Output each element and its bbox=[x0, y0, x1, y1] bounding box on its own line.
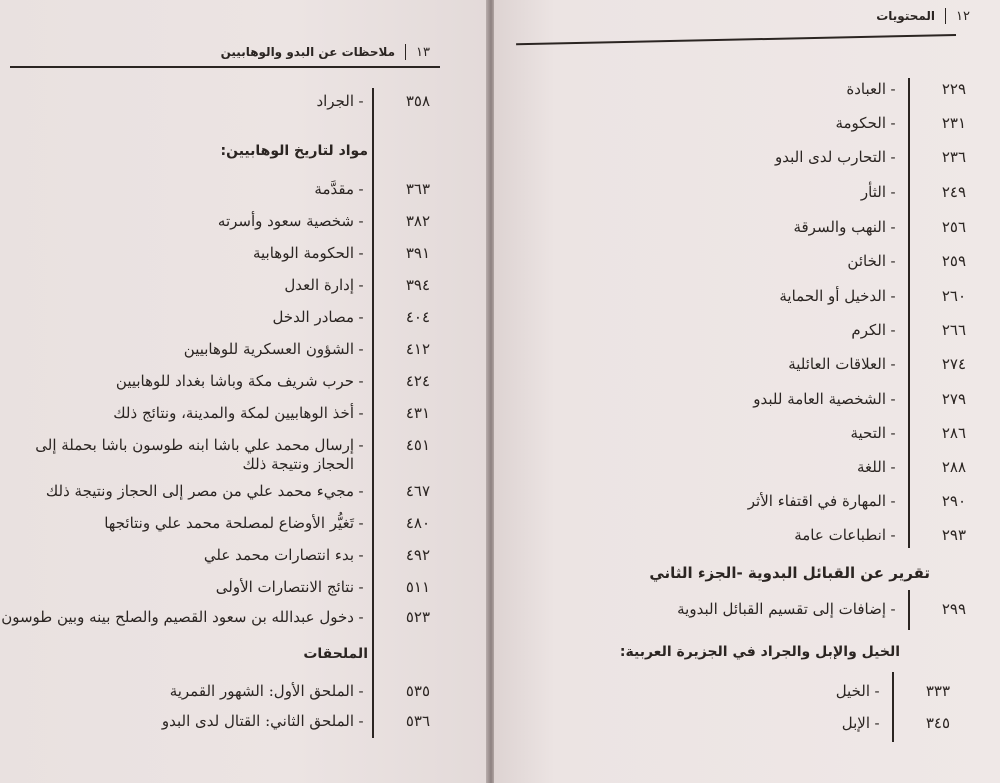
toc-title: الدخيل أو الحماية bbox=[779, 287, 886, 305]
section-heading: الخيل والإبل والجراد في الجزيرة العربية: bbox=[619, 644, 900, 660]
toc-dash: - bbox=[358, 308, 364, 326]
toc-dash: - bbox=[890, 492, 896, 510]
toc-page-number: ٢٩٣ bbox=[941, 526, 966, 544]
toc-page-number: ٥١١ bbox=[405, 578, 430, 596]
part-two-heading: تقرير عن القبائل البدوية -الجزء الثاني bbox=[649, 564, 930, 582]
toc-title: الخيل bbox=[835, 682, 870, 700]
toc-entry bbox=[526, 114, 966, 133]
toc-entry bbox=[0, 212, 430, 231]
toc-entry bbox=[526, 321, 966, 340]
toc-dash: - bbox=[890, 321, 896, 339]
toc-title: العبادة bbox=[846, 80, 886, 98]
right-page-header bbox=[876, 8, 970, 24]
toc-entry bbox=[0, 482, 430, 501]
toc-title: إرسال محمد علي باشا ابنه طوسون باشا بحملة إلى الحجاز ونتيجة ذلك bbox=[35, 436, 354, 473]
toc-dash: - bbox=[890, 80, 896, 98]
toc-dash: - bbox=[890, 390, 896, 408]
toc-page-number: ٥٣٦ bbox=[405, 712, 430, 730]
toc-dash: - bbox=[358, 682, 364, 700]
toc-title: الإبل bbox=[841, 714, 870, 732]
toc-page-number: ٢٧٤ bbox=[941, 355, 966, 373]
toc-title: التحية bbox=[850, 424, 886, 442]
toc-dash: - bbox=[874, 682, 880, 700]
toc-title: مجيء محمد علي من مصر إلى الحجاز ونتيجة ذلك bbox=[45, 482, 354, 500]
toc-title: الكرم bbox=[851, 321, 886, 339]
toc-dash: - bbox=[358, 404, 364, 422]
toc-entry bbox=[14, 92, 430, 111]
toc-title: العلاقات العائلية bbox=[788, 355, 886, 373]
toc-title: شخصية سعود وأسرته bbox=[217, 212, 354, 230]
left-header-title: ملاحظات عن البدو والوهابيين bbox=[220, 45, 396, 59]
right-page-number: ١٢ bbox=[956, 8, 970, 24]
toc-entry bbox=[0, 372, 430, 391]
toc-page-number: ٤٠٤ bbox=[405, 308, 430, 326]
toc-title: إدارة العدل bbox=[284, 276, 354, 294]
toc-page-number: ٥٢٣ bbox=[405, 608, 430, 626]
toc-dash: - bbox=[358, 608, 364, 626]
toc-page-number: ٢٦٦ bbox=[941, 321, 966, 339]
toc-entry bbox=[526, 183, 966, 202]
header-rule bbox=[10, 66, 440, 68]
toc-page-number: ٤٩٢ bbox=[405, 546, 430, 564]
toc-page-number: ٢٨٨ bbox=[941, 458, 966, 476]
toc-entry bbox=[14, 712, 430, 731]
toc-entry bbox=[530, 714, 950, 733]
toc-dash: - bbox=[358, 276, 364, 294]
toc-entry bbox=[526, 252, 966, 271]
toc-dash: - bbox=[358, 514, 364, 532]
toc-dash: - bbox=[890, 424, 896, 442]
left-page-number: ١٣ bbox=[416, 44, 430, 60]
toc-dash: - bbox=[890, 218, 896, 236]
toc-page-number: ٣٩١ bbox=[405, 244, 430, 262]
toc-title: الخائن bbox=[847, 252, 886, 270]
toc-title: مقدَّمة bbox=[314, 180, 354, 198]
toc-page-number: ٢٤٩ bbox=[941, 183, 966, 201]
toc-entry bbox=[530, 682, 950, 701]
toc-dash: - bbox=[358, 546, 364, 564]
toc-entry bbox=[526, 148, 966, 167]
toc-page-number: ٤٣١ bbox=[405, 404, 430, 422]
toc-title: الحكومة bbox=[835, 114, 886, 132]
toc-page-number: ٢٢٩ bbox=[941, 80, 966, 98]
toc-page-number: ٤٥١ bbox=[405, 436, 430, 454]
toc-page-number: ٢٥٦ bbox=[941, 218, 966, 236]
toc-page-number: ٢٣١ bbox=[941, 114, 966, 132]
toc-dash: - bbox=[358, 212, 364, 230]
toc-dash: - bbox=[890, 526, 896, 544]
toc-entry bbox=[0, 608, 430, 627]
toc-title: الشؤون العسكرية للوهابيين bbox=[183, 340, 354, 358]
toc-page-number: ٢٨٦ bbox=[941, 424, 966, 442]
left-page-header bbox=[221, 44, 430, 60]
toc-page-number: ٢٥٩ bbox=[941, 252, 966, 270]
toc-dash: - bbox=[358, 92, 364, 110]
toc-title: أخذ الوهابيين لمكة والمدينة، ونتائج ذلك bbox=[113, 404, 354, 422]
toc-dash: - bbox=[874, 714, 880, 732]
toc-entry bbox=[0, 276, 430, 295]
toc-title: الملحق الثاني: القتال لدى البدو bbox=[161, 712, 354, 730]
section-heading: مواد لتاريخ الوهابيين: bbox=[220, 143, 368, 159]
header-rule bbox=[516, 34, 956, 45]
toc-page-number: ٣٣٣ bbox=[925, 682, 950, 700]
toc-dash: - bbox=[358, 340, 364, 358]
toc-entry bbox=[526, 600, 966, 619]
toc-title: دخول عبدالله بن سعود القصيم والصلح بينه وبين طوسون bbox=[1, 608, 354, 626]
toc-title: الشخصية العامة للبدو bbox=[753, 390, 886, 408]
toc-entry bbox=[0, 436, 430, 474]
toc-page-number: ٥٣٥ bbox=[405, 682, 430, 700]
toc-dash: - bbox=[890, 287, 896, 305]
toc-entry bbox=[526, 80, 966, 99]
toc-dash: - bbox=[358, 372, 364, 390]
toc-page-number: ٤٢٤ bbox=[405, 372, 430, 390]
toc-entry bbox=[526, 218, 966, 237]
toc-entry bbox=[526, 492, 966, 511]
toc-dash: - bbox=[358, 180, 364, 198]
toc-dash: - bbox=[890, 183, 896, 201]
toc-entry bbox=[0, 546, 430, 565]
toc-title: حرب شريف مكة وباشا بغداد للوهابيين bbox=[115, 372, 354, 390]
toc-title: بدء انتصارات محمد علي bbox=[203, 546, 354, 564]
right-page bbox=[494, 0, 1000, 783]
right-header-title: المحتويات bbox=[876, 9, 936, 23]
header-separator bbox=[405, 44, 406, 60]
toc-entry bbox=[0, 514, 430, 533]
toc-page-number: ٢٦٠ bbox=[941, 287, 966, 305]
toc-dash: - bbox=[890, 114, 896, 132]
left-page bbox=[0, 0, 488, 783]
toc-title: الملحق الأول: الشهور القمرية bbox=[169, 682, 354, 700]
toc-dash: - bbox=[358, 578, 364, 596]
toc-entry bbox=[526, 287, 966, 306]
toc-title: المهارة في اقتفاء الأثر bbox=[747, 492, 886, 510]
toc-title: نتائج الانتصارات الأولى bbox=[215, 578, 354, 596]
toc-dash: - bbox=[890, 148, 896, 166]
toc-entry bbox=[526, 390, 966, 409]
toc-entry bbox=[0, 308, 430, 327]
toc-entry bbox=[0, 180, 430, 199]
section-heading: الملحقات bbox=[303, 646, 368, 662]
toc-entry bbox=[526, 458, 966, 477]
toc-page-number: ٢٧٩ bbox=[941, 390, 966, 408]
toc-page-number: ٣٩٤ bbox=[405, 276, 430, 294]
toc-title: تَغيُّر الأوضاع لمصلحة محمد علي ونتائجها bbox=[104, 514, 354, 532]
toc-page-number: ٣٥٨ bbox=[405, 92, 430, 110]
toc-page-number: ٤٨٠ bbox=[405, 514, 430, 532]
toc-dash: - bbox=[890, 600, 896, 618]
toc-title: النهب والسرقة bbox=[793, 218, 886, 236]
toc-title: انطباعات عامة bbox=[794, 526, 886, 544]
toc-title: مصادر الدخل bbox=[272, 308, 354, 326]
toc-page-number: ٢٩٠ bbox=[941, 492, 966, 510]
toc-dash: - bbox=[890, 355, 896, 373]
toc-dash: - bbox=[890, 252, 896, 270]
toc-title: الحكومة الوهابية bbox=[252, 244, 354, 262]
toc-title: الجراد bbox=[316, 92, 354, 110]
toc-page-number: ٢٣٦ bbox=[941, 148, 966, 166]
toc-entry bbox=[526, 526, 966, 545]
toc-title: التحارب لدى البدو bbox=[775, 148, 886, 166]
toc-entry bbox=[0, 404, 430, 423]
toc-entry bbox=[0, 244, 430, 263]
toc-dash: - bbox=[890, 458, 896, 476]
toc-page-number: ٢٩٩ bbox=[941, 600, 966, 618]
header-separator bbox=[945, 8, 946, 24]
toc-entry bbox=[0, 578, 430, 597]
toc-title: اللغة bbox=[857, 458, 886, 476]
toc-page-number: ٣٦٣ bbox=[405, 180, 430, 198]
toc-title: إضافات إلى تقسيم القبائل البدوية bbox=[677, 600, 886, 618]
toc-entry bbox=[526, 424, 966, 443]
toc-page-number: ٣٤٥ bbox=[925, 714, 950, 732]
toc-page-number: ٤١٢ bbox=[405, 340, 430, 358]
toc-entry bbox=[14, 682, 430, 701]
toc-title: الثأر bbox=[860, 183, 886, 201]
toc-dash: - bbox=[358, 482, 364, 500]
toc-dash: - bbox=[358, 244, 364, 262]
toc-page-number: ٤٦٧ bbox=[405, 482, 430, 500]
toc-dash: - bbox=[358, 712, 364, 730]
toc-dash: - bbox=[358, 436, 364, 454]
toc-page-number: ٣٨٢ bbox=[405, 212, 430, 230]
toc-entry bbox=[0, 340, 430, 359]
toc-entry bbox=[526, 355, 966, 374]
